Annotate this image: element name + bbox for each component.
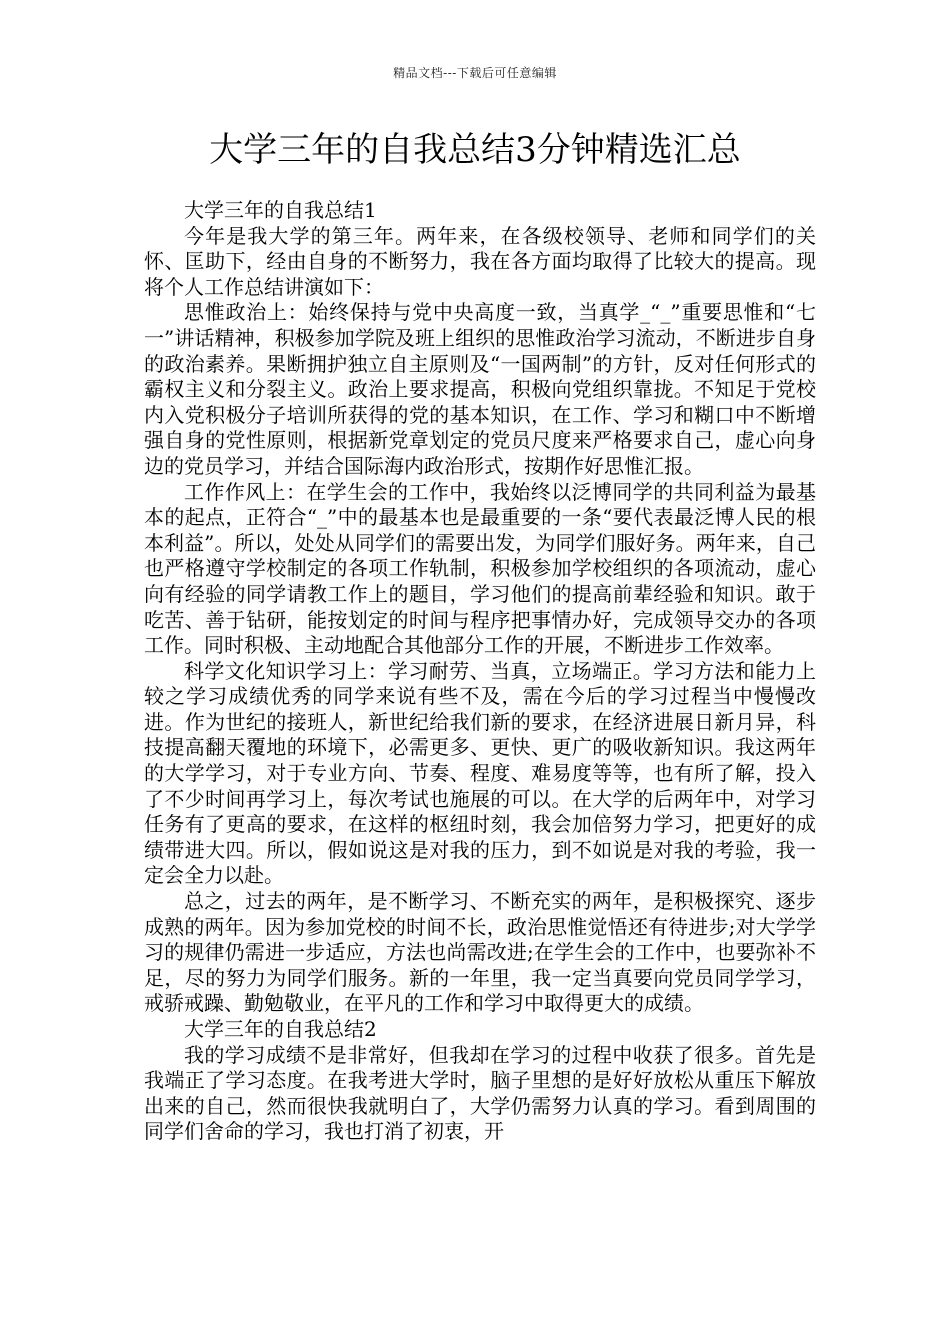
paragraph-work-style: 工作作风上：在学生会的工作中，我始终以泛博同学的共同利益为最基本的起点，正符合“_”中的最基本也是最重要的一条“要代表最泛博人民的根本利益”。所以，处处从同学们的需要出发，为同学们服好务。两年来，自己也严格遵守学校制定的各项工作轨制，积极参加学校组织的各项流动，虚心向有经验的同学请教工作上的题目，学习他们的提高前辈经验和知识。敢于吃苦、善于钻研，能按划定的时间与程序把事情办好，完成领导交办的各项工作。同时积极、主动地配合其他部分工作的开展，不断进步工作效率。 [144, 479, 816, 658]
paragraph-summary-2: 我的学习成绩不是非常好，但我却在学习的过程中收获了很多。首先是我端正了学习态度。在我考进大学时，脑子里想的是好好放松从重压下解放出来的自己，然而很快我就明白了，大学仍需努力认真的学习。看到周围的同学们舍命的学习，我也打消了初衷，开 [144, 1042, 816, 1144]
header-note: 精品文档---下载后可任意编辑 [393, 66, 557, 80]
paragraph-intro: 今年是我大学的第三年。两年来，在各级校领导、老师和同学们的关怀、匡助下，经由自身的不断努力，我在各方面均取得了比较大的提高。现将个人工作总结讲演如下： [144, 223, 816, 299]
document-title: 大学三年的自我总结3分钟精选汇总 [209, 130, 741, 170]
section-heading-1: 大学三年的自我总结1 [184, 198, 377, 222]
paragraph-conclusion: 总之，过去的两年，是不断学习、不断充实的两年，是积极探究、逐步成熟的两年。因为参加党校的时间不长，政治思惟觉悟还有待进步;对大学学习的规律仍需进一步适应，方法也尚需改进;在学生会的工作中，也要弥补不足，尽的努力为同学们服务。新的一年里，我一定当真要向党员同学学习，戒骄戒躁、勤勉敬业，在平凡的工作和学习中取得更大的成绩。 [144, 889, 816, 1016]
paragraph-study: 科学文化知识学习上：学习耐劳、当真，立场端正。学习方法和能力上较之学习成绩优秀的同学来说有些不及，需在今后的学习过程当中慢慢改进。作为世纪的接班人，新世纪给我们新的要求，在经济进展日新月异，科技提高翻天覆地的环境下，必需更多、更快、更广的吸收新知识。我这两年的大学学习，对于专业方向、节奏、程度、难易度等等，也有所了解，投入了不少时间再学习上，每次考试也施展的可以。在大学的后两年中，对学习任务有了更高的要求，在这样的枢纽时刻，我会加倍努力学习，把更好的成绩带进大四。所以，假如说这是对我的压力，到不如说是对我的考验，我一定会全力以赴。 [144, 658, 816, 888]
section-heading-2: 大学三年的自我总结2 [184, 1017, 377, 1041]
paragraph-politics: 思惟政治上：始终保持与党中央高度一致，当真学_“_”重要思惟和“七一”讲话精神，积极参加学院及班上组织的思惟政治学习流动，不断进步自身的政治素养。果断拥护独立自主原则及“一国两制”的方针，反对任何形式的霸权主义和分裂主义。政治上要求提高，积极向党组织靠拢。不知足于党校内入党积极分子培训所获得的党的基本知识，在工作、学习和糊口中不断增强自身的党性原则，根据新党章划定的党员尺度来严格要求自己，虚心向身边的党员学习，并结合国际海内政治形式，按期作好思惟汇报。 [144, 300, 816, 478]
document-body [144, 198, 816, 1145]
